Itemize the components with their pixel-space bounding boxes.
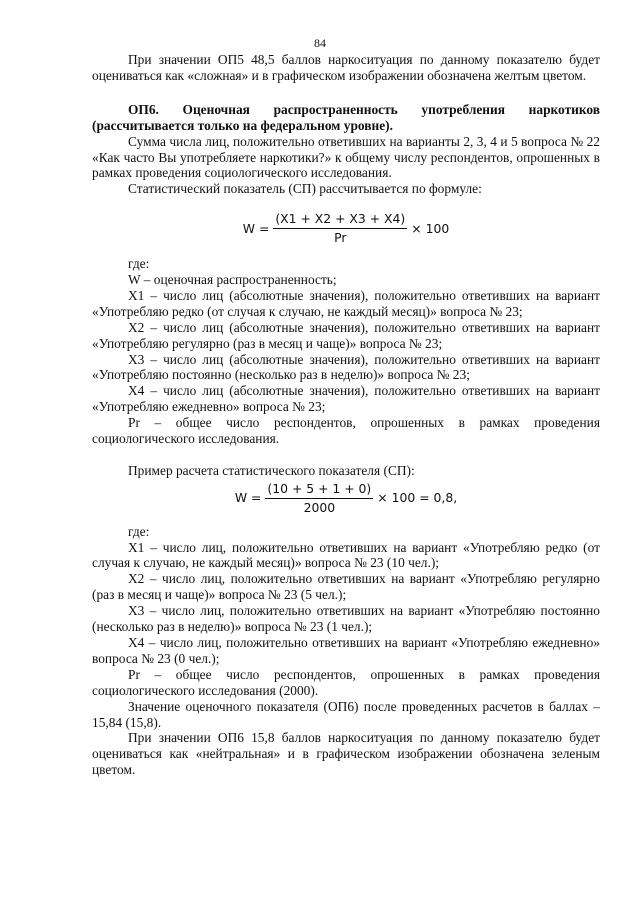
example-definition-x2: X2 – число лиц, положительно ответивших на вариант «Употребляю регулярно (раз в месяц и чаще)» вопроса № 23 (5 чел.); (92, 571, 600, 603)
header-word: Оценочная (182, 101, 250, 117)
example-definition-x4: X4 – число лиц, положительно ответивших на вариант «Употребляю ежедневно» вопроса № 23 (0 чел.); (92, 635, 600, 666)
formula-fraction (273, 211, 407, 246)
header-word: ОП6. (128, 101, 159, 117)
definition-w: W – оценочная распространенность; (128, 271, 337, 287)
where-label: где: (128, 256, 150, 272)
formula-numerator: (X1 + X2 + X3 + X4) (273, 211, 407, 229)
section-header-title (92, 102, 600, 118)
main-formula (92, 211, 600, 246)
example-where-label: где: (128, 523, 150, 539)
definition-x3: X3 – число лиц (абсолютные значения), положительно ответивших на вариант «Употребляю постоянно (несколько раз в неделю)» вопроса № 23; (92, 351, 600, 383)
section-description: Сумма числа лиц, положительно ответивших на варианты 2, 3, 4 и 5 вопроса № 22 «Как часто Вы употребляете наркотики?» к общему числу респондентов, опрошенных в рамках проведения социологического исследования. (92, 133, 600, 181)
intro-paragraph: При значении ОП5 48,5 баллов наркоситуация по данному показателю будет оцениваться как «сложная» и в графическом изображении обозначена желтым цветом. (92, 52, 600, 83)
definition-x4: X4 – число лиц (абсолютные значения), положительно ответивших на вариант «Употребляю ежедневно» вопроса № 23; (92, 383, 600, 415)
example-definition-x1: X1 – число лиц, положительно ответивших на вариант «Употребляю редко (от случая к случаю, не каждый месяц)» вопроса № 23 (10 чел.); (92, 539, 600, 571)
example-formula-lhs: W = (234, 490, 262, 506)
conclusion-paragraph: При значении ОП6 15,8 баллов наркоситуация по данному показателю будет оцениваться как «нейтральная» и в графическом изображении обозначена зеленым цветом. (92, 730, 600, 778)
example-formula-numerator: (10 + 5 + 1 + 0) (265, 481, 373, 499)
section-header-subtitle: (рассчитывается только на федеральном уровне). (92, 117, 393, 133)
example-formula-fraction (265, 481, 373, 516)
definition-x1: X1 – число лиц (абсолютные значения), положительно ответивших на вариант «Употребляю редко (от случая к случаю, не каждый месяц)» вопроса № 23; (92, 287, 600, 319)
example-intro: Пример расчета статистического показателя (СП): (128, 462, 415, 478)
example-formula-denominator: 2000 (303, 499, 336, 515)
example-definition-pr: Pr – общее число респондентов, опрошенных в рамках проведения социологического исследования (2000). (92, 666, 600, 698)
example-formula (92, 481, 600, 516)
header-word: употребления (421, 101, 505, 117)
formula-denominator: Pr (334, 230, 347, 246)
page-body (92, 52, 600, 778)
formula-rhs: × 100 (411, 220, 450, 236)
formula-lhs: W = (242, 220, 270, 236)
page-number: 84 (314, 36, 326, 50)
example-definition-x3: X3 – число лиц, положительно ответивших на вариант «Употребляю постоянно (несколько раз в неделю)» вопроса № 23 (1 чел.); (92, 603, 600, 635)
definition-x2: X2 – число лиц (абсолютные значения), положительно ответивших на вариант «Употребляю регулярно (раз в месяц и чаще)» вопроса № 23; (92, 319, 600, 351)
definition-pr: Pr – общее число респондентов, опрошенных в рамках проведения социологического исследования. (92, 415, 600, 447)
example-formula-rhs: × 100 = 0,8, (377, 490, 458, 506)
header-word: наркотиков (528, 101, 600, 117)
header-word: распространенность (273, 101, 398, 117)
formula-intro: Статистический показатель (СП) рассчитывается по формуле: (128, 181, 482, 197)
result-paragraph: Значение оценочного показателя (ОП6) после проведенных расчетов в баллах – 15,84 (15,8). (92, 698, 600, 730)
